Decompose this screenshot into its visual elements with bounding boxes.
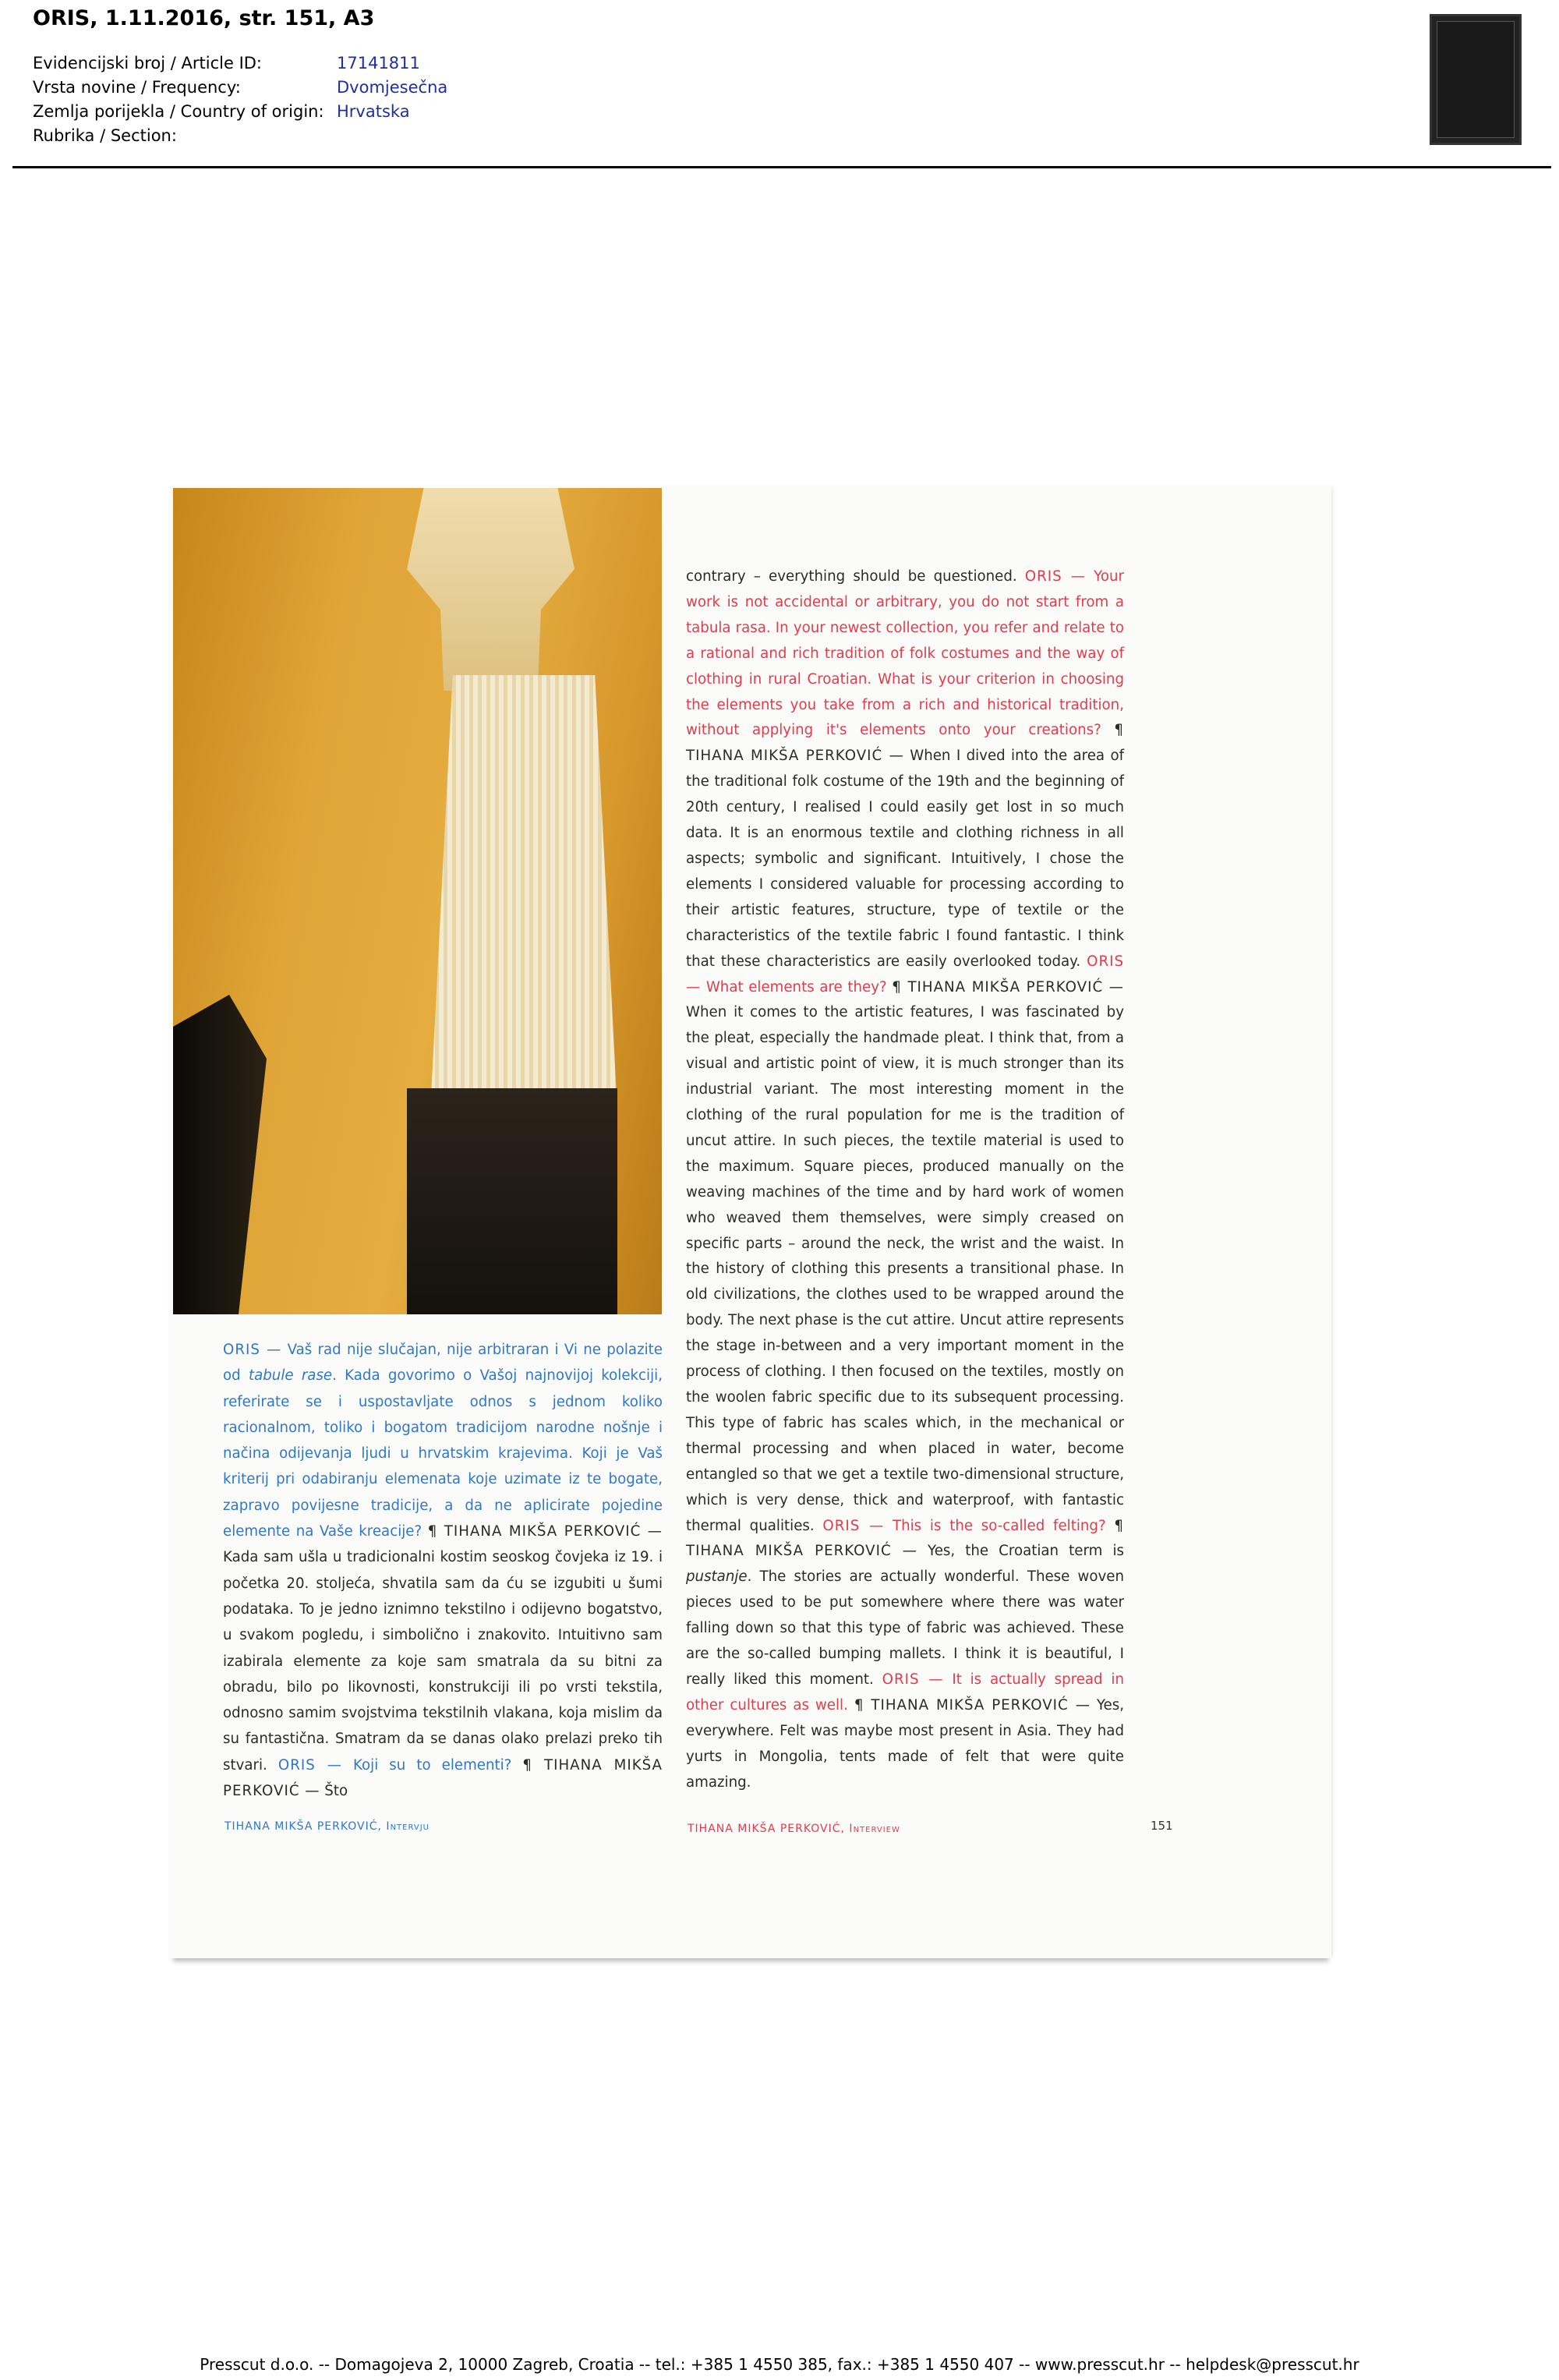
answer-speaker: ¶ TIHANA MIKŠA PERKOVIĆ — xyxy=(427,1523,663,1540)
answer-3: Yes, the Croatian term is pustanje. The stories are actually wonderful. These woven pieces used to be put somewhere where there was water falling down so that this type of fabric was achieved. These are the so-called bumping mallets. I think it is beautiful, I really liked this moment. xyxy=(686,1543,1124,1688)
question-1: ORIS — Your work is not accidental or arbitrary, you do not start from a tabula rasa. In your newest collection, you refer and relate to a rational and rich tradition of folk costumes and the way of clothing in rural Croatian. What is your criterion in choosing the elements you take from a rich and historical tradition, without applying it's elements onto your creations? xyxy=(686,568,1124,739)
question-3: ORIS — This is the so-called felting? xyxy=(822,1517,1106,1534)
answer-speaker: ¶ TIHANA MIKŠA PERKOVIĆ — xyxy=(686,1517,1124,1560)
meta-label: Rubrika / Section: xyxy=(33,126,177,145)
question-4: ORIS — It is actually spread in other cultures as well. xyxy=(686,1671,1124,1713)
page-thumbnail[interactable] xyxy=(1430,14,1522,145)
answer-speaker: ¶ TIHANA MIKŠA PERKOVIĆ — xyxy=(854,1696,1091,1713)
left-column-croatian xyxy=(223,1337,663,1804)
chair-silhouette xyxy=(173,995,267,1314)
continued-text: contrary – everything should be questioned. xyxy=(686,568,1017,585)
dress-photo xyxy=(173,488,662,1314)
dress-bodice xyxy=(407,488,574,691)
answer-4: Yes, everywhere. Felt was maybe most present in Asia. They had yurts in Mongolia, tents made of felt that were quite amazing. xyxy=(686,1696,1124,1791)
meta-label: Vrsta novine / Frequency: xyxy=(33,78,241,97)
answer-speaker: ¶ TIHANA MIKŠA PERKOVIĆ — xyxy=(892,978,1124,995)
clipping-title: ORIS, 1.11.2016, str. 151, A3 xyxy=(33,6,375,30)
meta-value: Hrvatska xyxy=(337,102,410,121)
answer-2: When it comes to the artistic features, I was fascinated by the pleat, especially the handmade pleat. I think that, from a visual and artistic point of view, it is much stronger than its industrial variant. The most interesting moment in the clothing of the rural population for me is the tradition of uncut attire. In such pieces, the textile material is used to the maximum. Square pieces, produced manually on the weaving machines of the time and by hard work of women who weaved them themselves, were simply creased on specific parts – around the neck, the wrist and the waist. In the history of clothing this presents a transitional phase. In old civilizations, the clothes used to be wrapped around the body. The next phase is the cut attire. Uncut attire represents the stage in-between and a very important moment in the process of clothing. I then focused on the textiles, mostly on the woolen fabric specific due to its subsequent processing. This type of fabric has scales which, in the mechanical or thermal processing and when placed in water, become entangled so that we get a textile two-dimensional structure, which is very dense, thick and waterproof, with fantastic thermal qualities. xyxy=(686,1004,1124,1534)
meta-label: Evidencijski broj / Article ID: xyxy=(33,54,263,72)
question-1: ORIS — Vaš rad nije slučajan, nije arbitraran i Vi ne polazite od tabule rase. Kada govorimo o Vašoj najnovijoj kolekciji, referirate se i uspostavljate odnos s jednom koliko racionalnom, toliko i bogatom tradicijom narodne nošnje i načina odijevanja ljudi u hrvatskim krajevima. Koji je Vaš kriterij pri odabiranju elemenata koje uzimate iz te bogate, zapravo povijesne tradicije, a da ne aplicirate pojedine elemente na Vaše kreacije? xyxy=(223,1342,663,1540)
question-2: ORIS — What elements are they? xyxy=(686,953,1124,995)
meta-label: Zemlja porijekla / Country of origin: xyxy=(33,102,324,121)
answer-speaker: ¶ TIHANA MIKŠA PERKOVIĆ — xyxy=(223,1756,663,1800)
answer-1: When I dived into the area of the traditional folk costume of the 19th and the beginning of 20th century, I realised I could easily get lost in so much data. It is an enormous textile and clothing richness in all aspects; symbolic and significant. Intuitively, I chose the elements I considered valuable for processing according to their artistic features, structure, type of textile or the characteristics of the textile fabric I found fantastic. I think that these characteristics are easily overlooked today. xyxy=(686,748,1124,970)
answer-2: Što xyxy=(324,1783,348,1800)
meta-row-section xyxy=(33,124,337,147)
presscut-footer: Presscut d.o.o. -- Domagojeva 2, 10000 Zagreb, Croatia -- tel.: +385 1 4550 385, fax.: +385 1 4550 407 -- www.presscut.hr -- helpdesk@presscut.hr xyxy=(200,2355,1359,2374)
meta-row-frequency xyxy=(33,76,447,99)
dress-pleated-skirt xyxy=(430,675,617,1112)
answer-1: Kada sam ušla u tradicionalni kostim seoskog čovjeka iz 19. i početka 20. stoljeća, shvatila sam da ću se izgubiti u šumi podataka. To je jedno iznimno tekstilno i odijevno bogatstvo, u svakom pogledu, i simbolično i znakovito. Intuitivno sam izabirala elemente za koje sam smatrala da su bitni za obradu, bilo po likovnosti, konstrukciji ili po vrsti tekstila, odnosno samim svojstvima tekstilnih vlakana, koja mislim da su fantastična. Smatram da se danas olako prelazi preko tih stvari. xyxy=(223,1549,663,1774)
meta-value: 17141811 xyxy=(337,54,420,72)
page-number: 151 xyxy=(1151,1819,1173,1833)
question-2: ORIS — Koji su to elementi? xyxy=(278,1756,512,1774)
dress-dark-hem xyxy=(407,1088,617,1314)
meta-row-country xyxy=(33,100,410,123)
right-running-footer: TIHANA MIKŠA PERKOVIĆ, Interview xyxy=(688,1823,900,1835)
meta-row-article-id xyxy=(33,51,420,75)
right-column-english xyxy=(686,564,1124,1796)
header-divider xyxy=(12,166,1551,168)
left-running-footer: TIHANA MIKŠA PERKOVIĆ, Intervju xyxy=(224,1820,430,1833)
answer-speaker: ¶ TIHANA MIKŠA PERKOVIĆ — xyxy=(686,722,1124,765)
meta-value: Dvomjesečna xyxy=(337,78,448,97)
